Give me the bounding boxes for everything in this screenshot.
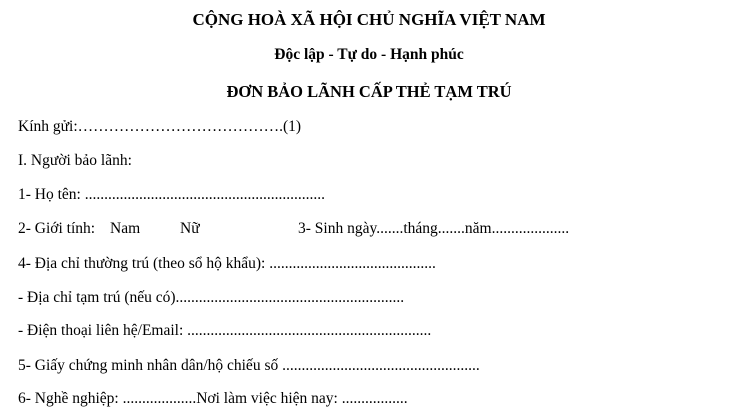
recipient-line: Kính gửi:………………………………….(1) — [18, 118, 302, 135]
temporary-address-field: - Địa chỉ tạm trú (nếu có)........................................................... — [18, 289, 405, 306]
motto-heading: Độc lập - Tự do - Hạnh phúc — [274, 46, 464, 63]
gender-label: 2- Giới tính: — [18, 220, 96, 237]
gender-male-option: Nam — [110, 220, 141, 237]
occupation-field: 6- Nghề nghiệp: ...................Nơi làm việc hiện nay: ................. — [18, 390, 408, 407]
section-guarantor-heading: I. Người bảo lãnh: — [18, 152, 132, 169]
permanent-address-field: 4- Địa chỉ thường trú (theo sổ hộ khẩu): ........................................... — [18, 255, 436, 272]
full-name-field: 1- Họ tên: .............................................................. — [18, 186, 325, 203]
gender-birth-row — [18, 219, 718, 239]
form-title: ĐƠN BẢO LÃNH CẤP THẺ TẠM TRÚ — [226, 82, 512, 101]
birth-date-field: 3- Sinh ngày.......tháng.......năm.................... — [298, 220, 570, 237]
gender-female-option: Nữ — [180, 220, 200, 237]
contact-field: - Điện thoại liên hệ/Email: ............................................................... — [18, 322, 432, 339]
country-heading: CỘNG HOÀ XÃ HỘI CHỦ NGHĨA VIỆT NAM — [192, 10, 546, 29]
id-card-field: 5- Giấy chứng minh nhân dân/hộ chiếu số ................................................... — [18, 357, 480, 374]
